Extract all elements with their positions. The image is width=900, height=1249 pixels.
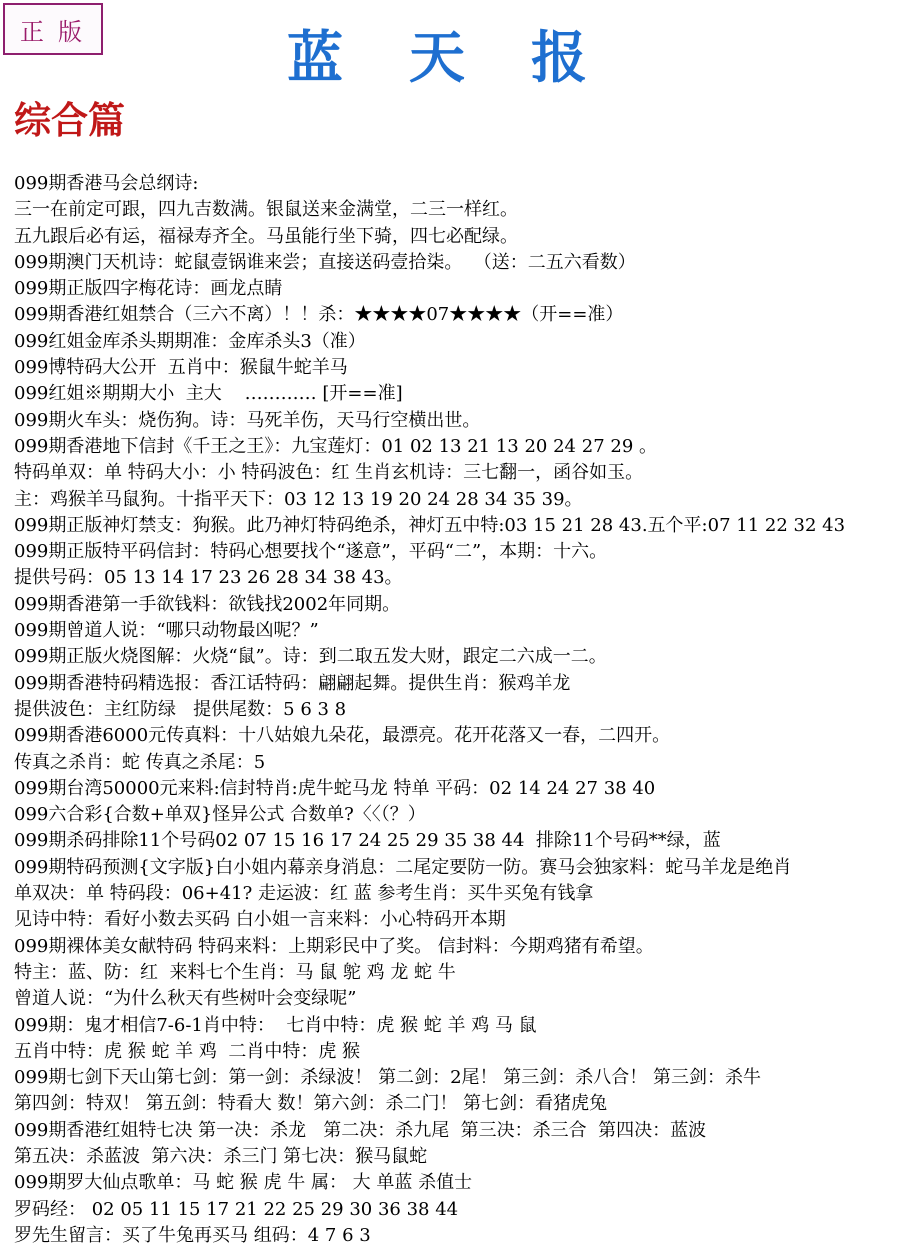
text-line: 099期台湾50000元来料:信封特肖:虎牛蛇马龙 特单 平码：02 14 24 27 38 40 (14, 777, 656, 799)
section-heading: 综合篇 (14, 98, 125, 142)
text-line: 主：鸡猴羊马鼠狗。十指平天下：03 12 13 19 20 24 28 34 35 39。 (14, 488, 583, 510)
text-line: 099期七剑下天山第七剑：第一剑：杀绿波！ 第二剑：2尾！ 第三剑：杀八合！ 第三剑：杀牛 (14, 1067, 761, 1089)
text-line: 099期：鬼才相信7-6-1肖中特： 七肖中特：虎 猴 蛇 羊 鸡 马 鼠 (14, 1014, 537, 1036)
text-line: 099期香港红姐禁合（三六不离）！！杀：★★★★07★★★★（开==准） (14, 304, 624, 326)
text-line: 五肖中特：虎 猴 蛇 羊 鸡 二肖中特：虎 猴 (14, 1040, 361, 1062)
text-line: 099期正版四字梅花诗：画龙点睛 (14, 278, 283, 300)
text-line: 099期香港地下信封《千王之王》：九宝莲灯：01 02 13 21 13 20 24 27 29 。 (14, 435, 657, 457)
text-line: 099期澳门天机诗：蛇鼠壹锅谁来尝；直接送码壹拾柒。 （送：二五六看数） (14, 251, 636, 273)
text-line: 见诗中特：看好小数去买码 白小姐一言来料：小心特码开本期 (14, 909, 506, 931)
text-line: 曾道人说：“为什么秋天有些树叶会变绿呢” (14, 988, 357, 1010)
article-body (14, 171, 898, 1249)
text-line: 五九跟后必有运，福禄寿齐全。马虽能行坐下骑，四七必配绿。 (14, 225, 518, 247)
text-line: 099红姐※期期大小 主大 ………… [开==准] (14, 383, 403, 405)
text-line: 099期正版神灯禁支：狗猴。此乃神灯特码绝杀，神灯五中特:03 15 21 28 43.五个平:07 11 22 32 43 (14, 514, 846, 536)
text-line: 单双决：单 特码段：06+41? 走运波：红 蓝 参考生肖：买牛买兔有钱拿 (14, 883, 594, 905)
text-line: 099期香港特码精选报：香江话特码：翩翩起舞。提供生肖：猴鸡羊龙 (14, 672, 571, 694)
text-line: 099期香港第一手欲钱料：欲钱找2002年同期。 (14, 593, 401, 615)
text-line: 传真之杀肖：蛇 传真之杀尾：5 (14, 751, 266, 773)
text-line: 099六合彩{合数+单双}怪异公式 合数单?〈〈（？） (14, 804, 426, 826)
text-line: 099博特码大公开 五肖中：猴鼠牛蛇羊马 (14, 357, 348, 379)
page-title: 蓝天报 (287, 25, 653, 91)
text-line: 099期裸体美女献特码 特码来料：上期彩民中了奖。 信封料：今期鸡猪有希望。 (14, 935, 654, 957)
text-line: 099期正版火烧图解：火烧“鼠”。诗：到二取五发大财，跟定二六成一二。 (14, 646, 607, 668)
text-line: 099期杀码排除11个号码02 07 15 16 17 24 25 29 35 38 44 排除11个号码**绿，蓝 (14, 830, 721, 852)
text-line: 099期火车头：烧伤狗。诗：马死羊伤，天马行空横出世。 (14, 409, 481, 431)
text-line: 第五决：杀蓝波 第六决：杀三门 第七决：猴马鼠蛇 (14, 1145, 428, 1167)
text-line: 罗先生留言：买了牛兔再买马 组码：4 7 6 3 (14, 1224, 371, 1246)
text-line: 099期特码预测{文字版}白小姐内幕亲身消息：二尾定要防一防。赛马会独家料：蛇马羊龙是绝肖 (14, 856, 792, 878)
text-line: 099期正版特平码信封：特码心想要找个“遂意”，平码“二”，本期：十六。 (14, 541, 608, 563)
text-line: 特主：蓝、防：红 来料七个生肖：马 鼠 鸵 鸡 龙 蛇 牛 (14, 961, 456, 983)
text-line: 提供波色：主红防绿 提供尾数：5 6 3 8 (14, 698, 347, 720)
text-line: 提供号码：05 13 14 17 23 26 28 34 38 43。 (14, 567, 403, 589)
edition-badge: 正版 (3, 3, 103, 55)
text-line: 099期香港马会总纲诗: (14, 173, 199, 194)
text-line: 099期曾道人说：“哪只动物最凶呢？” (14, 620, 319, 642)
text-line: 特码单双：单 特码大小：小 特码波色：红 生肖玄机诗：三七翻一，函谷如玉。 (14, 462, 644, 484)
text-line: 三一在前定可跟，四九吉数满。银鼠送来金满堂，二三一样红。 (14, 199, 518, 221)
text-line: 099红姐金库杀头期期准：金库杀头3（准） (14, 330, 366, 352)
text-line: 第四剑：特双！ 第五剑：特看大 数！第六剑：杀二门！ 第七剑：看猪虎兔 (14, 1093, 608, 1115)
text-line: 099期香港6000元传真料：十八姑娘九朵花，最漂亮。花开花落又一春，二四开。 (14, 725, 671, 747)
text-line: 罗码经： 02 05 11 15 17 21 22 25 29 30 36 38 44 (14, 1198, 459, 1220)
text-line: 099期香港红姐特七决 第一决：杀龙 第二决：杀九尾 第三决：杀三合 第四决：蓝波 (14, 1119, 707, 1141)
text-line: 099期罗大仙点歌单：马 蛇 猴 虎 牛 属： 大 单蓝 杀值士 (14, 1172, 473, 1194)
